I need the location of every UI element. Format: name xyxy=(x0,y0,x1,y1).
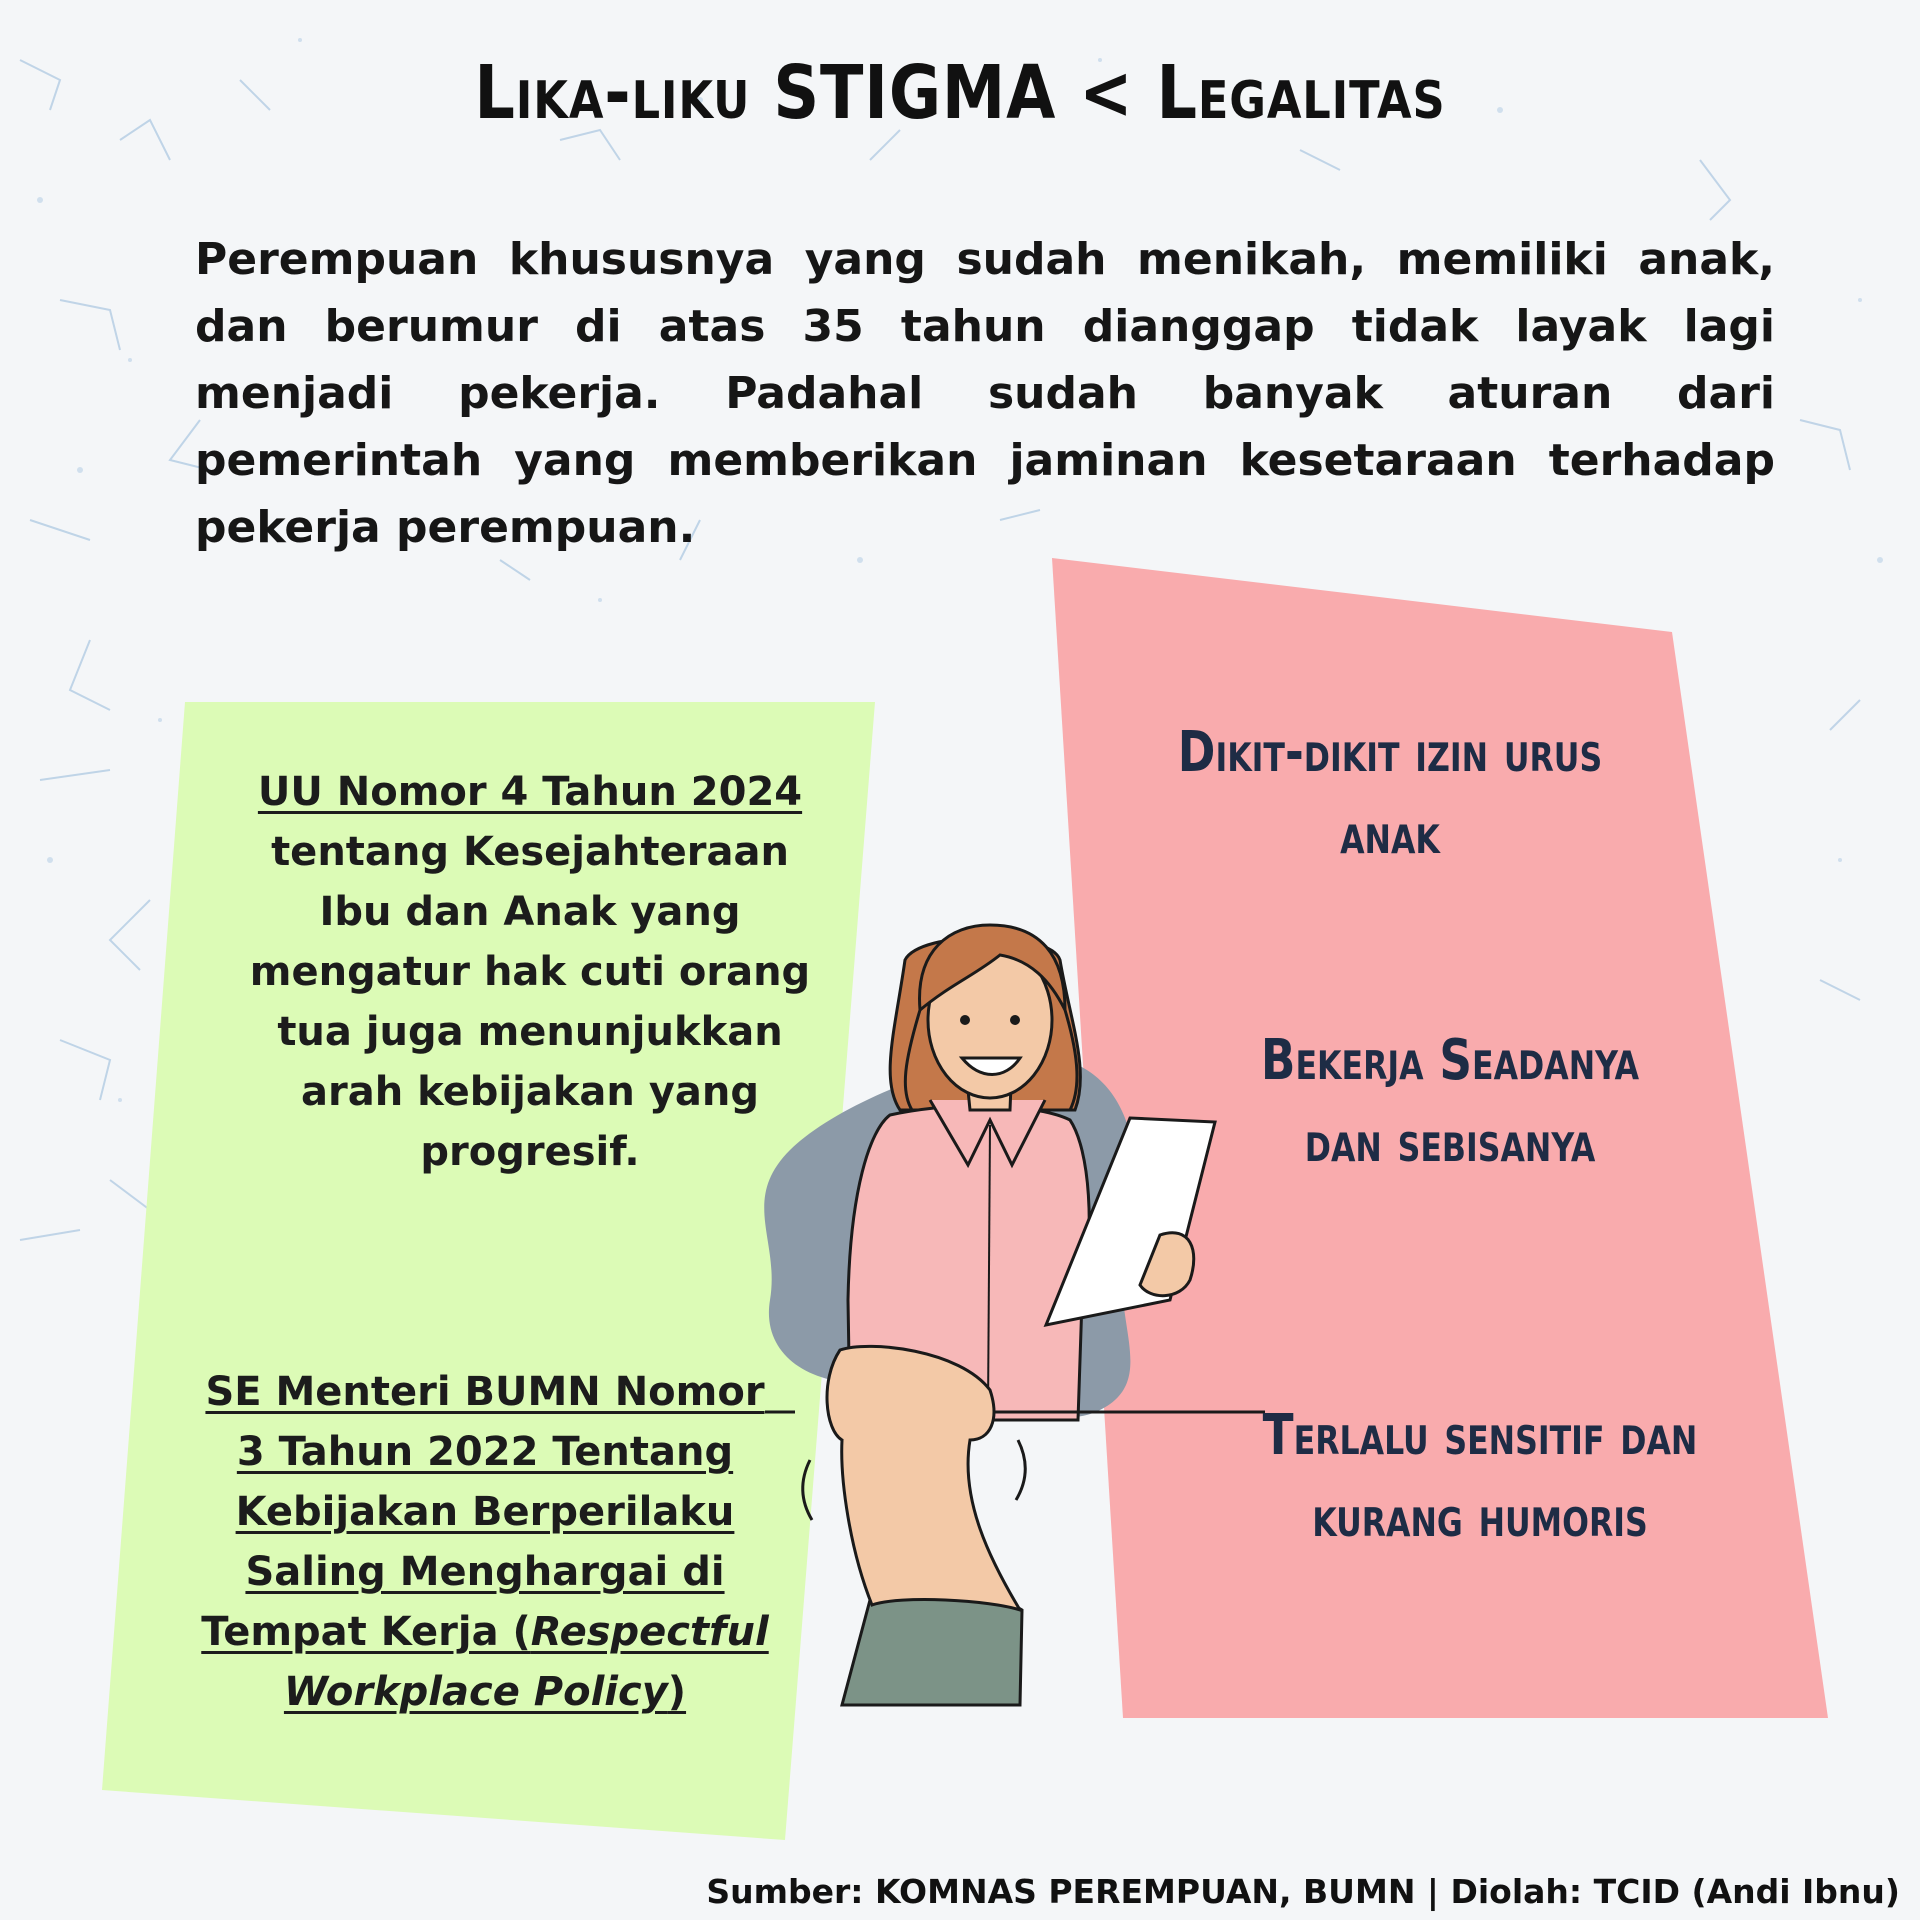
page-title: Lika-liku STIGMA < Legalitas xyxy=(474,50,1446,136)
law2-italic: Respectful Workplace Policy xyxy=(283,1609,769,1715)
law1-ref: UU Nomor 4 Tahun 2024 xyxy=(257,769,803,815)
sleeve xyxy=(842,1595,1022,1705)
law1-desc: tentang Kesejahteraan Ibu dan Anak yang mengatur hak cuti orang tua juga menunjukkan arah kebijakan yang progresif. xyxy=(249,829,811,1175)
law2-close: ) xyxy=(667,1669,687,1715)
source-credit: Sumber: KOMNAS PEREMPUAN, BUMN | Diolah: TCID (Andi Ibnu) xyxy=(706,1872,1900,1911)
stigma-1: Dikit-dikit izin urus anak xyxy=(1177,720,1603,867)
law2-ref: SE Menteri BUMN Nomor 3 Tahun 2022 Tentang Kebijakan Berperilaku Saling Menghargai di Tempat Kerja ( xyxy=(201,1369,765,1655)
intro-paragraph: Perempuan khususnya yang sudah menikah, memiliki anak, dan berumur di atas 35 tahun dianggap tidak layak lagi menjadi pekerja. Padahal sudah banyak aturan dari pemerintah yang memberikan jaminan kesetaraan terhadap pekerja perempuan. xyxy=(195,234,1775,553)
stigma-3: Terlalu sensitif dan kurang humoris xyxy=(1262,1403,1698,1550)
stigma-2: Bekerja Seadanya dan sebisanya xyxy=(1260,1028,1640,1175)
